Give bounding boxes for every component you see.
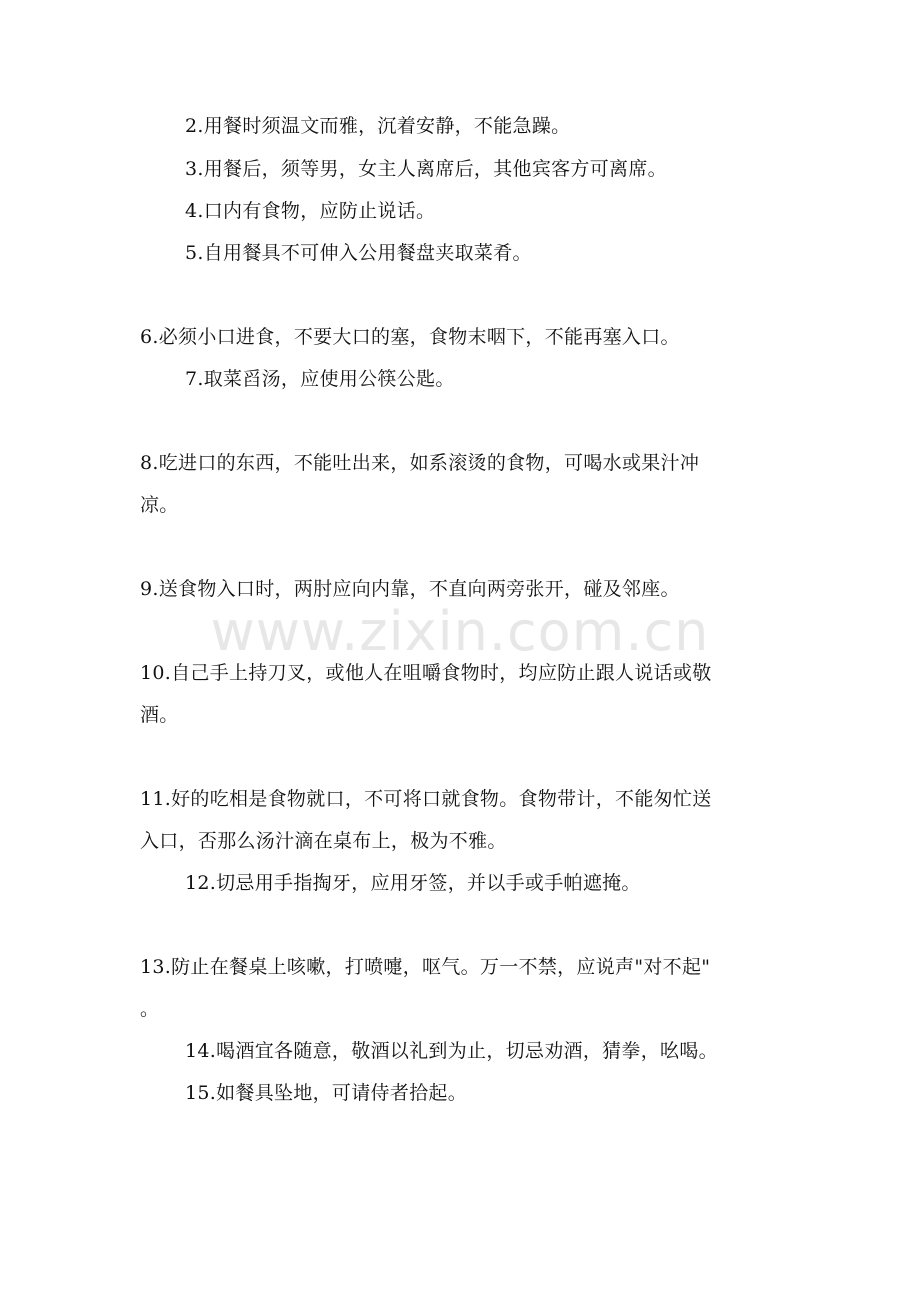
rule-14-line: 14.喝酒宜各随意，敬酒以礼到为止，切忌劝酒，猜拳，吆喝。 [185, 1040, 718, 1062]
site-watermark: www.zixin.com.cn [210, 600, 710, 663]
rule-11-line-1: 11.好的吃相是食物就口，不可将口就食物。食物带计，不能匆忙送 [140, 788, 712, 810]
rule-2-line: 2.用餐时须温文而雅，沉着安静，不能急躁。 [185, 115, 571, 137]
rule-13-line-2: 。 [140, 998, 160, 1020]
rule-6-line: 6.必须小口进食，不要大口的塞，食物末咽下，不能再塞入口。 [140, 326, 680, 348]
rule-4-line: 4.口内有食物，应防止说话。 [185, 200, 436, 222]
rule-13-line-1: 13.防止在餐桌上咳嗽，打喷嚏，呕气。万一不禁，应说声"对不起" [140, 956, 711, 978]
rule-3-line: 3.用餐后，须等男，女主人离席后，其他宾客方可离席。 [185, 158, 667, 180]
rule-9-line: 9.送食物入口时，两肘应向内靠，不直向两旁张开，碰及邻座。 [140, 578, 680, 600]
rule-7-line: 7.取菜舀汤，应使用公筷公匙。 [185, 368, 455, 390]
rule-11-line-2: 入口，否那么汤汁滴在桌布上，极为不雅。 [140, 830, 507, 852]
rule-8-line-1: 8.吃进口的东西，不能吐出来，如系滚烫的食物，可喝水或果汁冲 [140, 452, 700, 474]
rule-8-line-2: 凉。 [140, 494, 179, 516]
rule-10-line-1: 10.自己手上持刀叉，或他人在咀嚼食物时，均应防止跟人说话或敬 [140, 662, 712, 684]
rule-12-line: 12.切忌用手指掏牙，应用牙签，并以手或手帕遮掩。 [185, 872, 641, 894]
rule-10-line-2: 酒。 [140, 704, 179, 726]
rule-15-line: 15.如餐具坠地，可请侍者拾起。 [185, 1082, 468, 1104]
rule-5-line: 5.自用餐具不可伸入公用餐盘夹取菜肴。 [185, 242, 532, 264]
